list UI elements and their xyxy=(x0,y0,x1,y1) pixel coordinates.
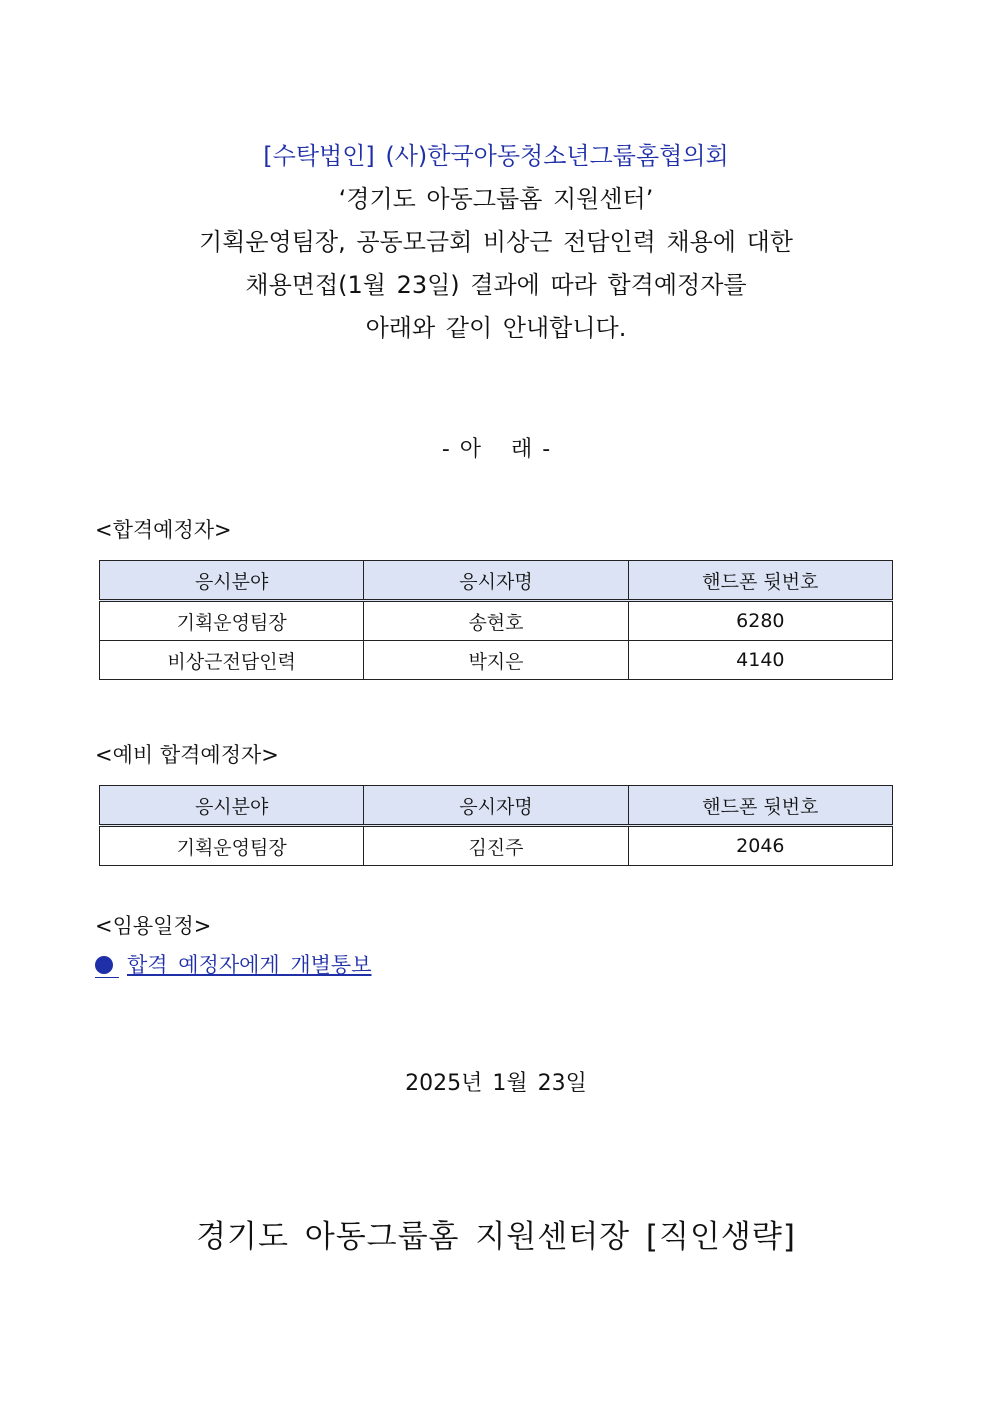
cell-field: 기획운영팀장 xyxy=(100,826,364,866)
schedule-bullet-text: 합격 예정자에게 개별통보 xyxy=(127,953,372,977)
cell-field: 기획운영팀장 xyxy=(100,601,364,641)
column-header-phone: 핸드폰 뒷번호 xyxy=(628,561,892,601)
passed-table xyxy=(99,560,893,680)
cell-phone: 6280 xyxy=(628,601,892,641)
table-row xyxy=(100,601,893,641)
cell-name: 김진주 xyxy=(364,826,628,866)
column-header-name: 응시자명 xyxy=(364,786,628,826)
below-marker: - 아 래 - xyxy=(441,437,551,462)
reserve-table xyxy=(99,785,893,866)
signature-line: 경기도 아동그룹홈 지원센터장 [직인생략] xyxy=(196,1219,796,1255)
passed-section-title: <합격예정자> xyxy=(95,518,232,542)
column-header-field: 응시분야 xyxy=(100,786,364,826)
cell-phone: 2046 xyxy=(628,826,892,866)
table-header-row xyxy=(100,561,893,601)
header-line-center-name: ‘경기도 아동그룹홈 지원센터’ xyxy=(338,185,654,213)
header-line-result: 채용면접(1월 23일) 결과에 따라 합격예정자를 xyxy=(245,271,747,299)
column-header-phone: 핸드폰 뒷번호 xyxy=(628,786,892,826)
header-line-positions: 기획운영팀장, 공동모금회 비상근 전담인력 채용에 대한 xyxy=(198,228,793,256)
cell-field: 비상근전담인력 xyxy=(100,641,364,680)
cell-phone: 4140 xyxy=(628,641,892,680)
schedule-section-title: <임용일정> xyxy=(95,914,212,938)
cell-name: 송현호 xyxy=(364,601,628,641)
cell-name: 박지은 xyxy=(364,641,628,680)
column-header-field: 응시분야 xyxy=(100,561,364,601)
table-row xyxy=(100,826,893,866)
header-line-organization: [수탁법인] (사)한국아동청소년그룹홈협의회 xyxy=(263,142,729,170)
bullet-underline xyxy=(95,977,119,978)
table-row xyxy=(100,641,893,680)
header-line-notice: 아래와 같이 안내합니다. xyxy=(365,314,627,342)
schedule-bullet-item xyxy=(95,950,372,980)
reserve-section-title: <예비 합격예정자> xyxy=(95,743,279,767)
table-header-row xyxy=(100,786,893,826)
bullet-dot-icon xyxy=(95,956,113,974)
column-header-name: 응시자명 xyxy=(364,561,628,601)
document-date: 2025년 1월 23일 xyxy=(405,1071,587,1096)
